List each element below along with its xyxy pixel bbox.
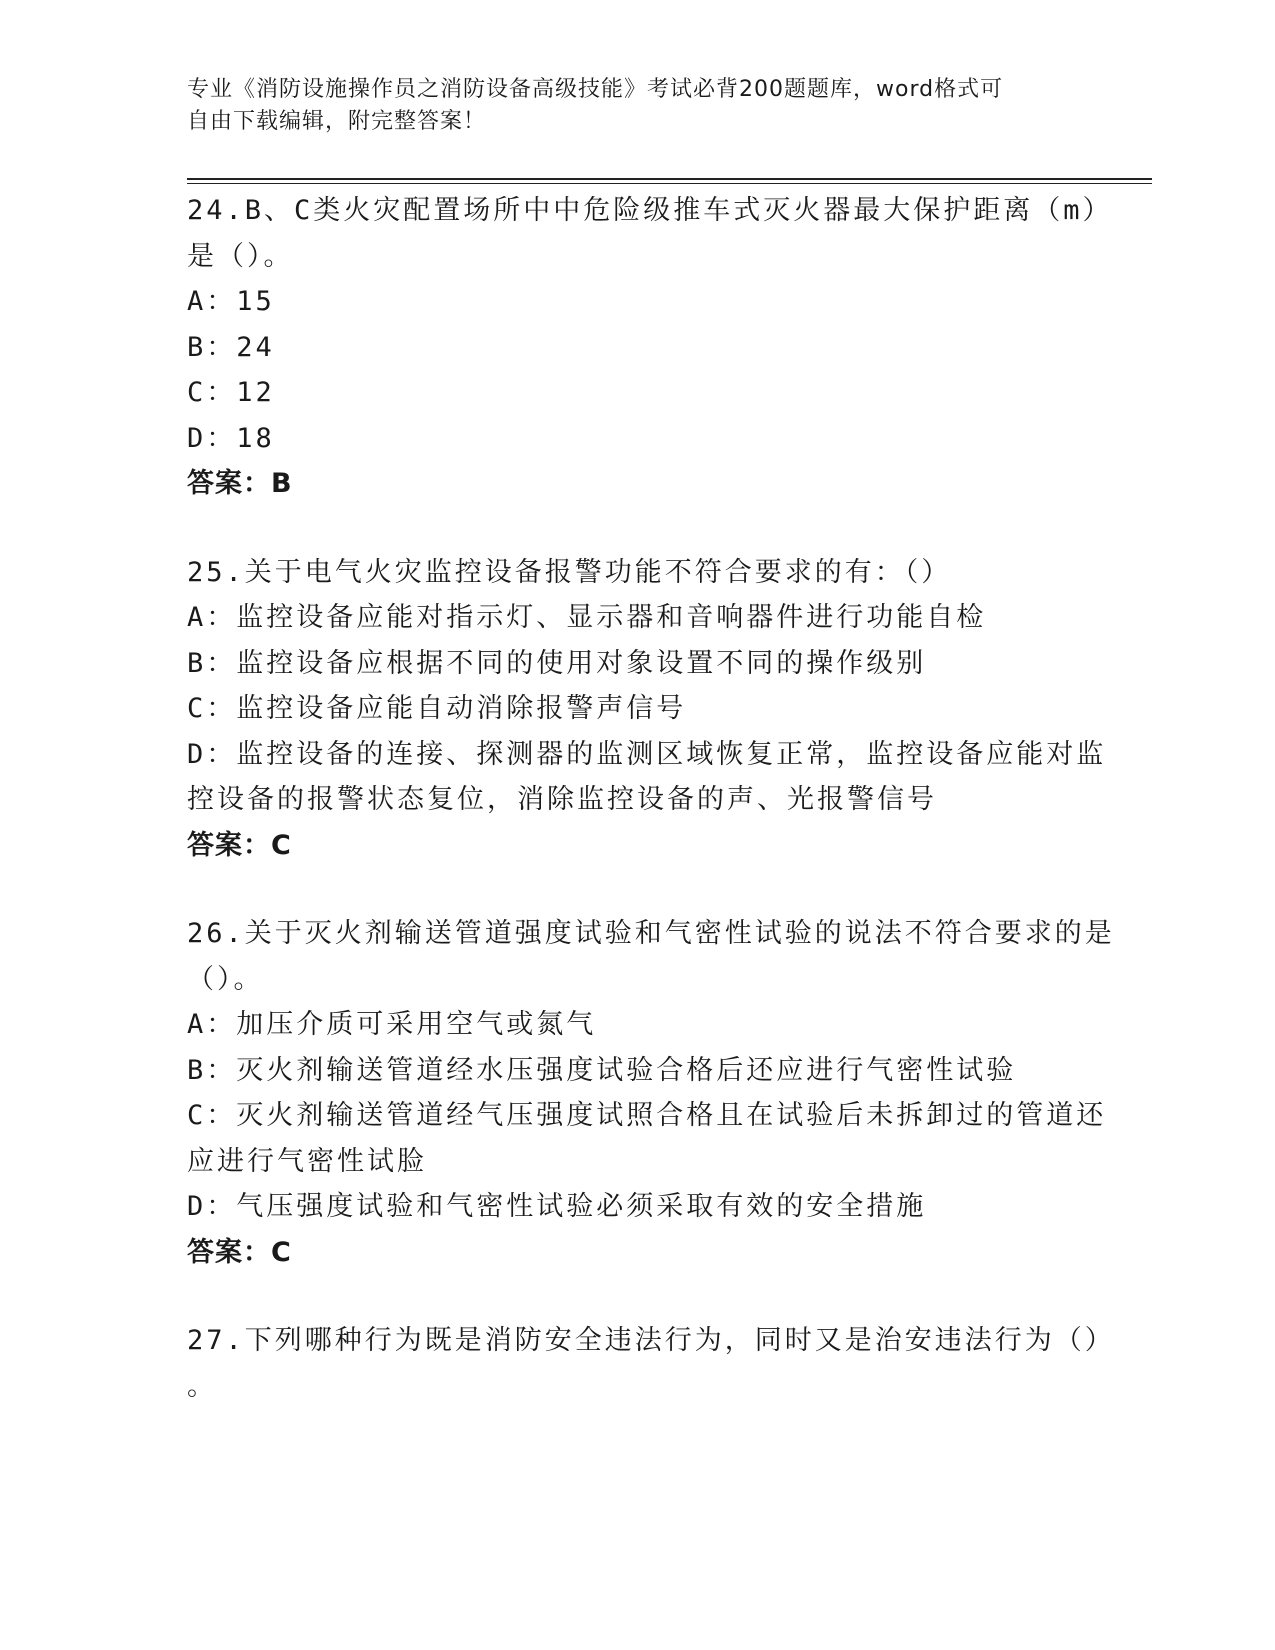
- option-c: C：12: [187, 377, 275, 408]
- option-d: D：18: [187, 422, 275, 454]
- question-stem-line: 25.关于电气火灾监控设备报警功能不符合要求的有：（）: [187, 556, 952, 588]
- question-25: [187, 550, 1107, 869]
- option-d-continued: 控设备的报警状态复位，消除监控设备的声、光报警信号: [187, 784, 937, 815]
- question-stem-line: 。: [187, 1370, 217, 1402]
- option-a: A：加压介质可采用空气或氮气: [187, 1009, 597, 1040]
- answer-label: 答案：: [187, 1236, 271, 1268]
- option-b: B：监控设备应根据不同的使用对象设置不同的操作级别: [187, 647, 927, 679]
- header-divider-thick: [187, 178, 1152, 180]
- document-header: [187, 74, 1067, 138]
- option-d: D：监控设备的连接、探测器的监测区域恢复正常，监控设备应能对监: [187, 738, 1107, 770]
- question-stem-line: 26.关于灭火剂输送管道强度试验和气密性试验的说法不符合要求的是: [187, 918, 1115, 949]
- option-d: D：气压强度试验和气密性试验必须采取有效的安全措施: [187, 1191, 927, 1222]
- option-a: A：15: [187, 286, 275, 317]
- answer-line: [187, 1230, 1087, 1276]
- question-stem-line: 27.下列哪种行为既是消防安全违法行为，同时又是治安违法行为（）: [187, 1325, 1115, 1356]
- answer-label: 答案：: [187, 468, 271, 499]
- question-stem-line: （）。: [187, 963, 264, 995]
- header-line-2: 自由下载编辑，附完整答案！: [187, 109, 487, 134]
- question-stem-line: 24.B、C类火灾配置场所中中危险级推车式灭火器最大保护距离（m）: [187, 195, 1113, 226]
- answer-label: 答案：: [187, 829, 271, 861]
- header-divider-thin: [187, 183, 1152, 184]
- answer-value: C: [271, 829, 292, 861]
- option-c: C：监控设备应能自动消除报警声信号: [187, 693, 687, 724]
- question-list: [187, 188, 1115, 1452]
- header-line-1: 专业《消防设施操作员之消防设备高级技能》考试必背200题题库，word格式可: [187, 77, 1004, 102]
- question-26: [187, 911, 1115, 1275]
- question-stem-line: 是（）。: [187, 240, 294, 272]
- option-a: A：监控设备应能对指示灯、显示器和音响器件进行功能自检: [187, 602, 987, 633]
- answer-value: C: [271, 1236, 292, 1268]
- option-b: B：灭火剂输送管道经水压强度试验合格后还应进行气密性试验: [187, 1054, 1017, 1086]
- option-c-continued: 应进行气密性试脸: [187, 1145, 427, 1177]
- option-c: C：灭火剂输送管道经气压强度试照合格且在试验后未拆卸过的管道还: [187, 1100, 1107, 1131]
- option-b: B：24: [187, 331, 275, 363]
- answer-value: B: [271, 468, 293, 499]
- answer-line: [187, 461, 1087, 507]
- question-27: [187, 1318, 1115, 1409]
- answer-line: [187, 823, 1087, 869]
- question-24: [187, 188, 1113, 507]
